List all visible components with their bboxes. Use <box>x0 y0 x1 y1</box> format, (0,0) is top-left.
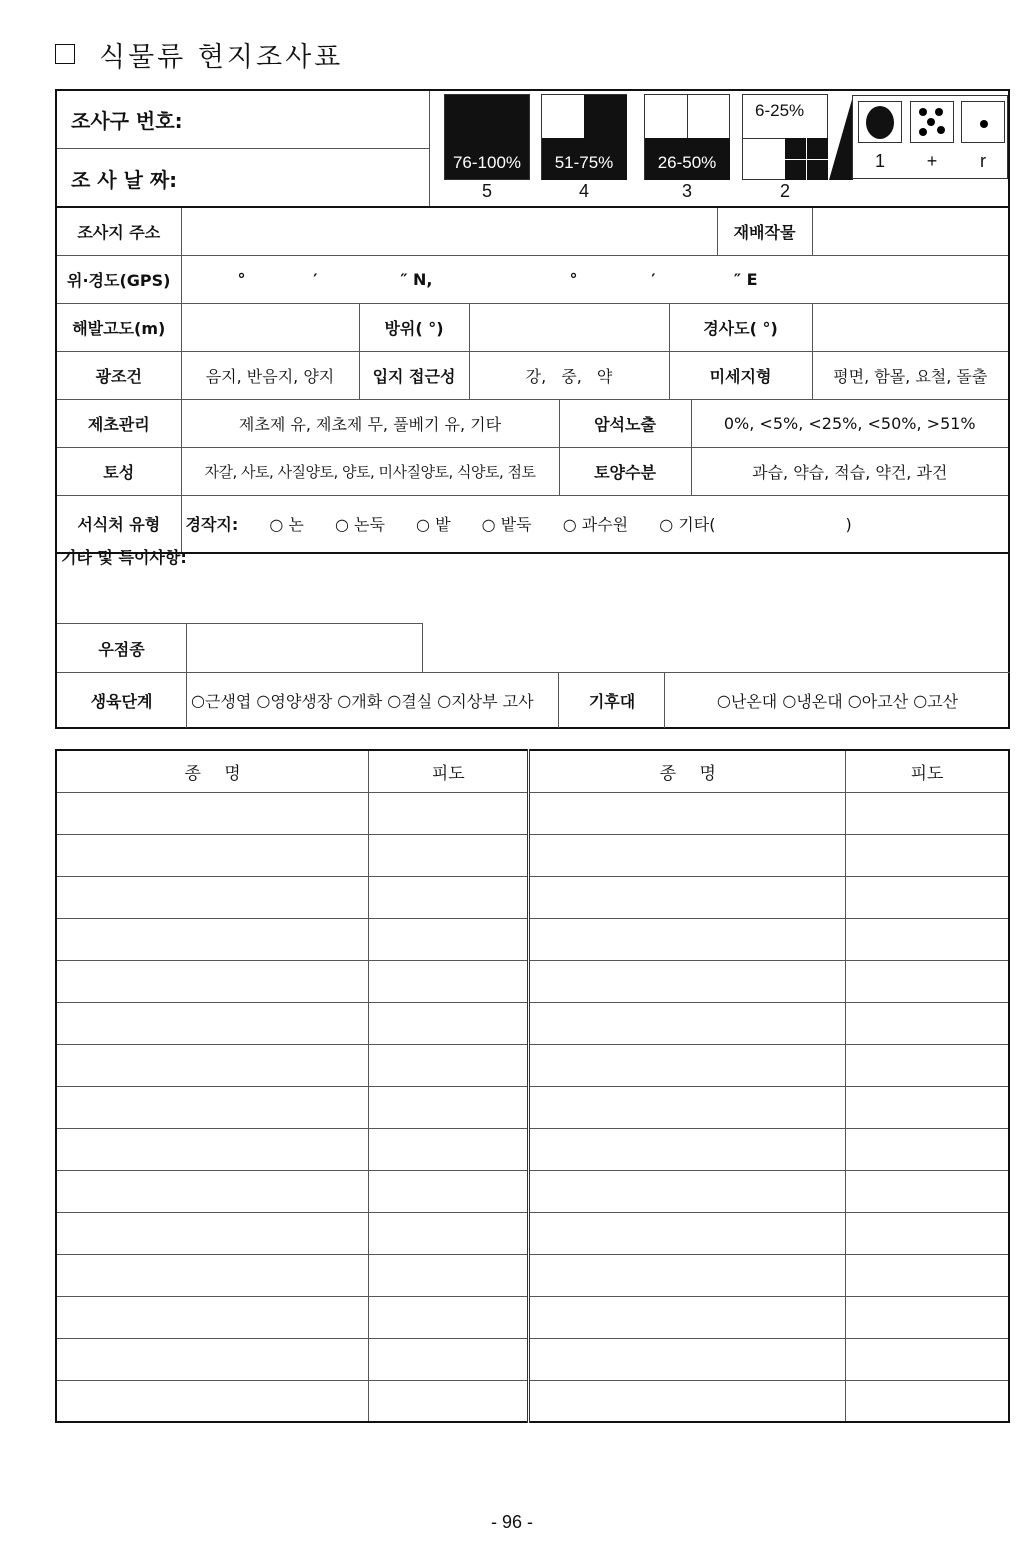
cover-scale-3-num: 3 <box>681 181 692 201</box>
soil-label: 토성 <box>56 447 181 495</box>
species-cell[interactable] <box>56 1296 369 1338</box>
species-cell[interactable] <box>56 834 369 876</box>
cover-col-header: 피도 <box>369 750 529 792</box>
species-cell[interactable] <box>529 1212 846 1254</box>
table-row <box>56 1338 1009 1380</box>
slope-value[interactable] <box>812 303 1009 351</box>
cover-cell[interactable] <box>846 792 1009 834</box>
checkbox-icon <box>55 44 75 64</box>
species-cell[interactable] <box>529 876 846 918</box>
species-cell[interactable] <box>529 918 846 960</box>
species-header-row <box>56 750 1009 792</box>
cover-cell[interactable] <box>369 1128 529 1170</box>
moisture-label: 토양수분 <box>559 447 691 495</box>
cover-cell[interactable] <box>846 834 1009 876</box>
solid-oval-icon <box>858 101 902 143</box>
cover-cell[interactable] <box>846 1254 1009 1296</box>
cover-cell[interactable] <box>369 1086 529 1128</box>
crop-value[interactable] <box>812 207 1009 255</box>
table-row <box>56 1002 1009 1044</box>
table-row <box>56 918 1009 960</box>
gps-label: 위·경도(GPS) <box>56 255 181 303</box>
access-options[interactable]: 강, 중, 약 <box>469 351 669 399</box>
cover-cell[interactable] <box>846 1086 1009 1128</box>
cover-cell[interactable] <box>846 1044 1009 1086</box>
table-row <box>56 960 1009 1002</box>
altitude-label: 해발고도(m) <box>56 303 181 351</box>
species-col-header: 종 명 <box>56 750 369 792</box>
microtopo-options[interactable]: 평면, 함몰, 요철, 돌출 <box>812 351 1009 399</box>
species-cell[interactable] <box>56 1338 369 1380</box>
address-label: 조사지 주소 <box>56 207 181 255</box>
cover-cell[interactable] <box>846 1338 1009 1380</box>
species-cell[interactable] <box>529 1002 846 1044</box>
cover-cell[interactable] <box>846 876 1009 918</box>
page-number: - 96 - <box>490 1512 533 1532</box>
species-cell[interactable] <box>529 960 846 1002</box>
cover-cell[interactable] <box>369 876 529 918</box>
cover-cell[interactable] <box>369 918 529 960</box>
species-cell[interactable] <box>56 1044 369 1086</box>
species-cell[interactable] <box>529 1086 846 1128</box>
title-text: 식물류 현지조사표 <box>99 41 344 73</box>
cover-cell[interactable] <box>846 1170 1009 1212</box>
table-row <box>56 1128 1009 1170</box>
habitat-label: 서식처 유형 <box>56 495 181 553</box>
light-label: 광조건 <box>56 351 181 399</box>
site-info-table <box>55 206 1010 554</box>
address-value[interactable] <box>181 207 717 255</box>
small-cover-icons <box>852 95 1008 179</box>
plot-number-field[interactable]: 조사구 번호: <box>57 91 429 149</box>
stage-options[interactable]: ○ 근생엽 ○ 영양생장 ○ 개화 ○ 결실 ○ 지상부 고사 <box>187 673 559 728</box>
species-cell[interactable] <box>56 960 369 1002</box>
cover-cell[interactable] <box>369 834 529 876</box>
table-row <box>56 792 1009 834</box>
cover-cell[interactable] <box>369 1170 529 1212</box>
cover-cell[interactable] <box>369 1002 529 1044</box>
table-row <box>56 876 1009 918</box>
soil-options[interactable]: 자갈, 사토, 사질양토, 양토, 미사질양토, 식양토, 점토 <box>181 447 559 495</box>
small-scale-1: 1 <box>874 151 885 171</box>
access-label: 입지 접근성 <box>359 351 469 399</box>
cover-cell[interactable] <box>369 792 529 834</box>
moisture-options[interactable]: 과습, 약습, 적습, 약건, 과건 <box>691 447 1009 495</box>
weed-label: 제초관리 <box>56 399 181 447</box>
aspect-label: 방위( °) <box>359 303 469 351</box>
header-block <box>55 89 1010 207</box>
species-cell[interactable] <box>56 1254 369 1296</box>
species-table <box>55 749 1010 1423</box>
table-row <box>56 1254 1009 1296</box>
species-cell[interactable] <box>56 1170 369 1212</box>
crop-label: 재배작물 <box>717 207 812 255</box>
cover-cell[interactable] <box>846 960 1009 1002</box>
species-cell[interactable] <box>529 1380 846 1422</box>
species-cell[interactable] <box>56 1212 369 1254</box>
cover-cell[interactable] <box>369 1338 529 1380</box>
table-row <box>56 1044 1009 1086</box>
small-scale-r: r <box>980 151 986 171</box>
cover-col-header: 피도 <box>846 750 1009 792</box>
climate-options[interactable]: ○ 난온대 ○ 냉온대 ○ 아고산 ○ 고산 <box>716 691 959 711</box>
cover-cell[interactable] <box>846 918 1009 960</box>
species-cell[interactable] <box>56 1086 369 1128</box>
table-row <box>56 834 1009 876</box>
species-cell[interactable] <box>529 1296 846 1338</box>
cover-cell[interactable] <box>846 1296 1009 1338</box>
species-cell[interactable] <box>56 876 369 918</box>
cover-cell[interactable] <box>369 960 529 1002</box>
cover-scale-5: 76-100% <box>444 94 530 180</box>
stage-label: 생육단계 <box>57 673 187 728</box>
slope-label: 경사도( °) <box>669 303 812 351</box>
cover-scale-2-num: 2 <box>779 181 790 201</box>
species-cell[interactable] <box>56 1380 369 1422</box>
table-row <box>56 1086 1009 1128</box>
altitude-value[interactable] <box>181 303 359 351</box>
habitat-options[interactable]: 경작지: ○ 논 ○ 논둑 ○ 밭 ○ 밭둑 ○ 과수원 ○ 기타( ) <box>181 495 1009 553</box>
cover-cell[interactable] <box>369 1254 529 1296</box>
single-dot-icon <box>961 101 1005 143</box>
dominant-label: 우점종 <box>57 624 187 672</box>
notes-label: 기타 및 특이사항: <box>61 548 187 567</box>
species-cell[interactable] <box>56 918 369 960</box>
small-scale-plus: + <box>926 151 938 171</box>
species-cell[interactable] <box>529 1338 846 1380</box>
species-cell[interactable] <box>56 792 369 834</box>
cover-cell[interactable] <box>369 1380 529 1422</box>
wedge-icon <box>827 96 853 180</box>
species-cell[interactable] <box>56 1128 369 1170</box>
table-row <box>56 1212 1009 1254</box>
cover-scale-4-num: 4 <box>578 181 589 201</box>
scattered-dots-icon <box>910 101 954 143</box>
table-row <box>56 1380 1009 1422</box>
cover-cell[interactable] <box>369 1296 529 1338</box>
climate-label: 기후대 <box>560 673 665 728</box>
survey-date-field[interactable]: 조 사 날 짜: <box>71 167 178 192</box>
cover-cell[interactable] <box>369 1044 529 1086</box>
header-fields <box>57 91 430 207</box>
species-cell[interactable] <box>56 1002 369 1044</box>
page-title <box>55 36 343 72</box>
cover-cell[interactable] <box>369 1212 529 1254</box>
species-cell[interactable] <box>529 1044 846 1086</box>
weed-options[interactable]: 제초제 유, 제초제 무, 풀베기 유, 기타 <box>181 399 559 447</box>
species-cell[interactable] <box>529 1128 846 1170</box>
gps-value[interactable]: ° ′ ″ N, ° ′ ″ E <box>181 255 1009 303</box>
light-options[interactable]: 음지, 반음지, 양지 <box>181 351 359 399</box>
cover-cell[interactable] <box>846 1002 1009 1044</box>
species-cell[interactable] <box>529 792 846 834</box>
species-cell[interactable] <box>529 1254 846 1296</box>
cover-scale-3: 26-50% <box>644 94 730 180</box>
microtopo-label: 미세지형 <box>669 351 812 399</box>
table-row <box>56 1170 1009 1212</box>
rock-options[interactable]: 0%, <5%, <25%, <50%, >51% <box>691 399 1009 447</box>
species-cell[interactable] <box>529 834 846 876</box>
species-cell[interactable] <box>529 1170 846 1212</box>
rock-label: 암석노출 <box>559 399 691 447</box>
cover-cell[interactable] <box>846 1212 1009 1254</box>
notes-block <box>55 543 1010 729</box>
species-col-header: 종 명 <box>529 750 846 792</box>
cover-scale-5-num: 5 <box>481 181 492 201</box>
cover-cell[interactable] <box>846 1128 1009 1170</box>
aspect-value[interactable] <box>469 303 669 351</box>
cover-scale-4: 51-75% <box>541 94 627 180</box>
cover-cell[interactable] <box>846 1380 1009 1422</box>
cover-scale-2: 6-25% <box>742 94 828 180</box>
table-row <box>56 1296 1009 1338</box>
dominant-value[interactable] <box>187 624 421 672</box>
